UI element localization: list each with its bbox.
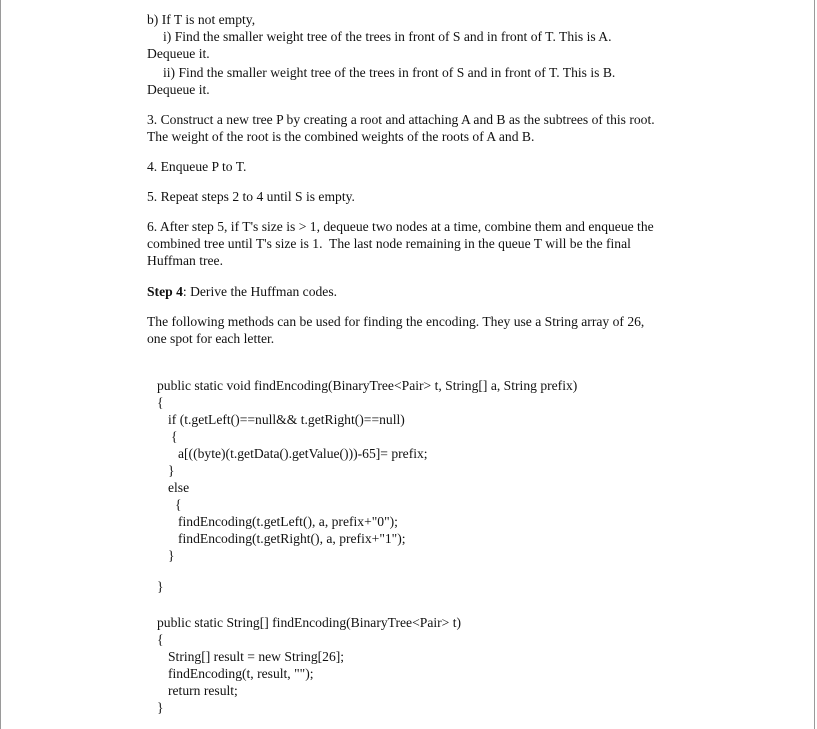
step-b-ii-line1: ii) Find the smaller weight tree of the trees in front of S and in front of T. This is B. [163, 65, 616, 80]
code2-line: { [157, 632, 164, 647]
code2-line: findEncoding(t, result, ""); [168, 666, 314, 681]
code2-line: return result; [168, 683, 238, 698]
step3-line1: 3. Construct a new tree P by creating a root and attaching A and B as the subtrees of this root. [147, 112, 655, 127]
code1-line: findEncoding(t.getLeft(), a, prefix+"0"); [178, 514, 398, 529]
code1-line: a[((byte)(t.getData().getValue()))-65]= prefix; [178, 446, 428, 461]
step6-line1: 6. After step 5, if T's size is > 1, dequeue two nodes at a time, combine them and enqueue the [147, 219, 654, 234]
code1-line: findEncoding(t.getRight(), a, prefix+"1"); [178, 531, 406, 546]
code1-line: } [168, 548, 175, 563]
step-b-i-line2: Dequeue it. [147, 46, 210, 61]
step3-line2: The weight of the root is the combined weights of the roots of A and B. [147, 129, 535, 144]
step-b-heading: b) If T is not empty, [147, 12, 256, 27]
code1-line: { [171, 429, 178, 444]
code1-line: public static void findEncoding(BinaryTree<Pair> t, String[] a, String prefix) [157, 378, 578, 393]
code1-line: { [175, 497, 182, 512]
step-b-i-line1: i) Find the smaller weight tree of the trees in front of S and in front of T. This is A. [163, 29, 612, 44]
code2-line: public static String[] findEncoding(BinaryTree<Pair> t) [157, 615, 462, 630]
code1-line: { [157, 395, 164, 410]
code1-line: } [168, 463, 175, 478]
code2-line: String[] result = new String[26]; [168, 649, 345, 664]
step-heading-label: Step 4 [147, 284, 183, 299]
step-heading-text: : Derive the Huffman codes. [182, 284, 338, 299]
step6-line2: combined tree until T's size is 1. The last node remaining in the queue T will be the final [147, 236, 631, 251]
step4-text: 4. Enqueue P to T. [147, 159, 247, 174]
step-heading [147, 283, 337, 300]
code1-line: if (t.getLeft()==null&& t.getRight()==null) [168, 412, 405, 427]
step6-line3: Huffman tree. [147, 253, 223, 268]
methods-intro-line1: The following methods can be used for finding the encoding. They use a String array of 26, [147, 314, 645, 329]
code2-line: } [157, 700, 164, 715]
step-b-ii-line2: Dequeue it. [147, 82, 210, 97]
step5-text: 5. Repeat steps 2 to 4 until S is empty. [147, 189, 355, 204]
code1-line: else [168, 480, 190, 495]
methods-intro-line2: one spot for each letter. [147, 331, 275, 346]
code1-line: } [157, 579, 164, 594]
